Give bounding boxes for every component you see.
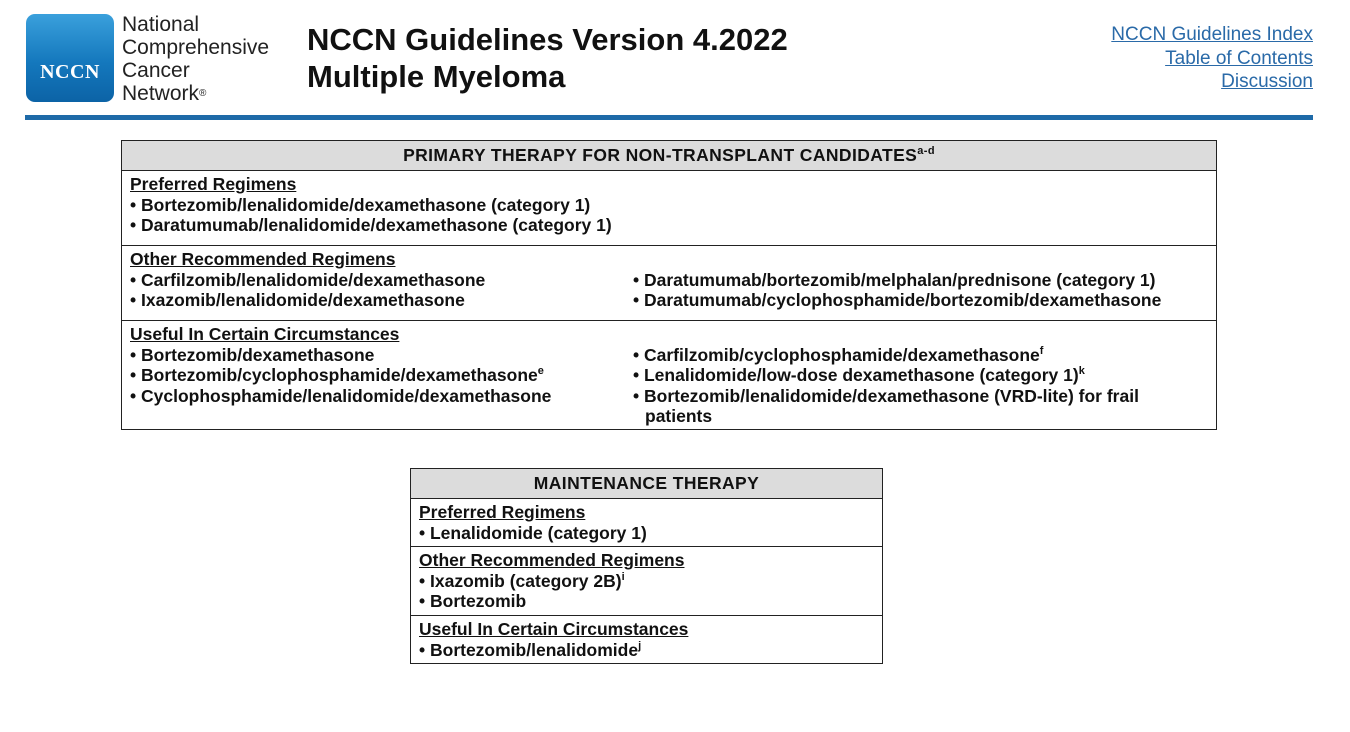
table-of-contents-link[interactable]: Table of Contents — [1165, 47, 1313, 69]
header-links — [1111, 23, 1313, 94]
organization-name — [122, 13, 269, 105]
primary-table-header — [122, 141, 1217, 171]
maintenance-preferred-section — [411, 499, 883, 547]
regimen-item: • Bortezomib/lenalidomide/dexamethasone (category 1) — [130, 194, 591, 215]
regimen-item: • Daratumumab/bortezomib/melphalan/prednisone (category 1) — [633, 269, 1156, 290]
regimen-item: • Daratumumab/lenalidomide/dexamethasone (category 1) — [130, 215, 612, 235]
section-heading: Useful In Certain Circumstances — [419, 619, 689, 639]
maintenance-table-header: MAINTENANCE THERAPY — [411, 469, 883, 499]
regimen-item: • Daratumumab/cyclophosphamide/bortezomib/dexamethasone — [633, 290, 1162, 310]
regimen-item: • Bortezomib — [419, 591, 527, 611]
footnote-ref: i — [621, 570, 625, 583]
regimen-item: • Bortezomib/lenalidomide/dexamethasone (VRD-lite) for frail patients — [633, 385, 1139, 426]
title-version: NCCN Guidelines Version 4.2022 — [307, 22, 788, 57]
nccn-logo — [26, 14, 114, 102]
regimen-item: • Carfilzomib/cyclophosphamide/dexamethasone$^f$ — [633, 344, 1044, 365]
primary-table-title: PRIMARY THERAPY FOR NON-TRANSPLANT CANDIDATES — [403, 145, 918, 165]
section-heading: Useful In Certain Circumstances — [130, 324, 400, 344]
regimen-item: • Carfilzomib/lenalidomide/dexamethasone — [130, 269, 486, 290]
org-name-line: National — [122, 13, 200, 36]
regimen-item: • Cyclophosphamide/lenalidomide/dexamethasone — [130, 385, 552, 406]
maintenance-other-section — [411, 547, 883, 616]
maintenance-useful-section — [411, 616, 883, 664]
section-heading: Preferred Regimens — [419, 502, 586, 522]
regimen-item: • Ixazomib (category 2B)$^i$ — [419, 570, 625, 591]
header-divider — [25, 115, 1313, 120]
regimen-item: • Bortezomib/dexamethasone — [130, 344, 375, 365]
registered-mark: ® — [199, 88, 207, 99]
regimen-item: • Lenalidomide (category 1) — [419, 522, 647, 543]
section-heading: Other Recommended Regimens — [419, 550, 685, 570]
page-header — [0, 0, 1350, 125]
primary-therapy-table — [121, 140, 1217, 430]
primary-useful-section — [122, 321, 1217, 430]
regimen-item: • Lenalidomide/low-dose dexamethasone (category 1)$^k$ — [633, 365, 1085, 385]
footnote-ref: a-d — [917, 145, 935, 158]
footnote-ref: f — [1039, 344, 1044, 357]
maintenance-therapy-table — [410, 468, 883, 664]
section-heading: Preferred Regimens — [130, 174, 297, 194]
title-disease: Multiple Myeloma — [307, 59, 566, 94]
primary-preferred-section — [122, 171, 1217, 246]
org-name-line: Comprehensive — [122, 36, 270, 59]
document-title — [307, 21, 788, 95]
logo-text: NCCN — [40, 61, 100, 83]
regimen-item: • Ixazomib/lenalidomide/dexamethasone — [130, 290, 465, 310]
regimen-item: • Bortezomib/cyclophosphamide/dexamethasone$^e$ — [130, 365, 544, 385]
footnote-ref: k — [1078, 365, 1085, 378]
section-heading: Other Recommended Regimens — [130, 249, 396, 269]
regimen-item: • Bortezomib/lenalidomide$^j$ — [419, 639, 642, 660]
footnote-ref: j — [638, 639, 642, 652]
guidelines-index-link[interactable]: NCCN Guidelines Index — [1111, 24, 1313, 45]
footnote-ref: e — [537, 365, 544, 378]
org-name-line: Cancer — [122, 59, 190, 82]
primary-other-section — [122, 246, 1217, 321]
org-name-line: Network® — [122, 82, 207, 105]
discussion-link[interactable]: Discussion — [1221, 71, 1313, 92]
